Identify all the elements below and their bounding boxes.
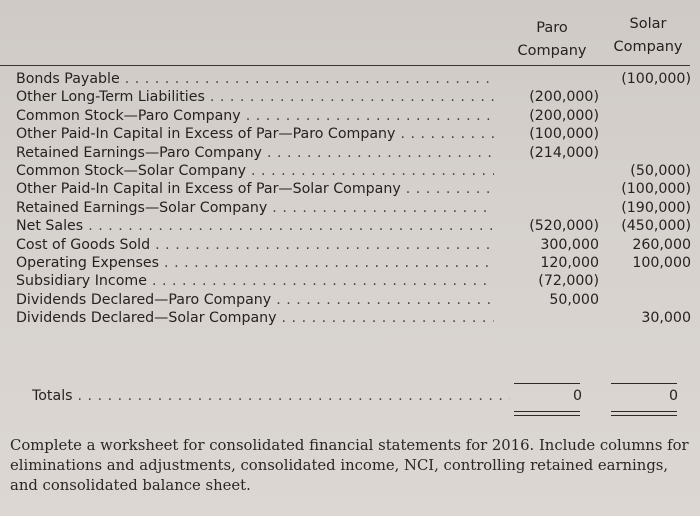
column-header-solar-line2: Company xyxy=(613,39,683,55)
totals-row-wrapper xyxy=(16,387,696,405)
row-label: Bonds Payable . . . xyxy=(16,70,494,88)
table-row xyxy=(16,199,696,217)
solar-value: (100,000) xyxy=(621,71,691,87)
row-label: Dividends Declared—Paro Company . . . xyxy=(16,291,494,309)
row-label: Other Paid-In Capital in Excess of Par—Paro Company . . . xyxy=(16,125,494,143)
paro-value: (200,000) xyxy=(529,107,599,124)
column-header-paro-line1: Paro xyxy=(536,20,568,36)
total-double-rule-paro xyxy=(514,411,580,416)
paro-value: (100,000) xyxy=(529,126,599,143)
subtotal-rule-solar xyxy=(611,383,677,384)
paro-value: 50,000 xyxy=(549,291,599,308)
total-double-rule-solar xyxy=(611,411,677,416)
column-header-solar xyxy=(605,13,691,59)
table-row xyxy=(16,236,696,254)
paro-value: (200,000) xyxy=(529,89,599,106)
row-label: Other Paid-In Capital in Excess of Par—Solar Company . . . xyxy=(16,180,494,198)
table-row xyxy=(16,254,696,272)
problem-statement: Complete a worksheet for consolidated financial statements for 2016. Include columns for eliminations and adjustments, consolidated income, NCI, controlling retained earnings, and consolidated balance sheet. xyxy=(10,437,689,494)
row-label: Cost of Goods Sold . . . xyxy=(16,236,494,254)
paro-total: 0 xyxy=(572,388,582,404)
table-row xyxy=(16,125,696,143)
table-row xyxy=(16,144,696,162)
totals-label: Totals . . . xyxy=(16,387,510,405)
table-row xyxy=(16,88,696,106)
column-header-paro-line2: Company xyxy=(517,43,587,59)
solar-value: (450,000) xyxy=(621,218,691,235)
paro-value: (72,000) xyxy=(538,273,599,290)
row-label: Net Sales . . . xyxy=(16,217,494,235)
solar-value: 260,000 xyxy=(632,236,691,253)
column-header-paro xyxy=(512,17,592,63)
row-label: Retained Earnings—Solar Company . . . xyxy=(16,199,494,217)
totals-row xyxy=(16,387,696,405)
table-row xyxy=(16,162,696,180)
solar-value: 30,000 xyxy=(641,310,691,327)
solar-value: (190,000) xyxy=(621,199,691,216)
row-label: Operating Expenses . . . xyxy=(16,254,494,272)
table-row xyxy=(16,291,696,309)
table-row xyxy=(16,309,696,327)
table-row xyxy=(16,70,696,88)
row-label: Other Long-Term Liabilities . . . xyxy=(16,88,494,106)
header-rule xyxy=(0,65,690,66)
subtotal-rule-paro xyxy=(514,383,580,384)
trial-balance-table xyxy=(16,70,696,327)
table-row xyxy=(16,217,696,235)
row-label: Common Stock—Solar Company . . . xyxy=(16,162,494,180)
solar-value: 100,000 xyxy=(632,254,691,271)
row-label: Dividends Declared—Solar Company . . . xyxy=(16,309,494,327)
row-label: Common Stock—Paro Company . . . xyxy=(16,107,494,125)
column-header-solar-line1: Solar xyxy=(629,16,667,32)
row-label: Subsidiary Income . . . xyxy=(16,272,494,290)
paro-value: (520,000) xyxy=(529,218,599,235)
table-row xyxy=(16,107,696,125)
paro-value: 300,000 xyxy=(540,236,599,253)
solar-value: (50,000) xyxy=(630,162,691,179)
paro-value: 120,000 xyxy=(540,254,599,271)
solar-value: (100,000) xyxy=(621,181,691,198)
table-row xyxy=(16,272,696,290)
solar-total: 0 xyxy=(668,388,678,404)
row-label: Retained Earnings—Paro Company . . . xyxy=(16,144,494,162)
table-row xyxy=(16,180,696,198)
paro-value: (214,000) xyxy=(529,144,599,161)
